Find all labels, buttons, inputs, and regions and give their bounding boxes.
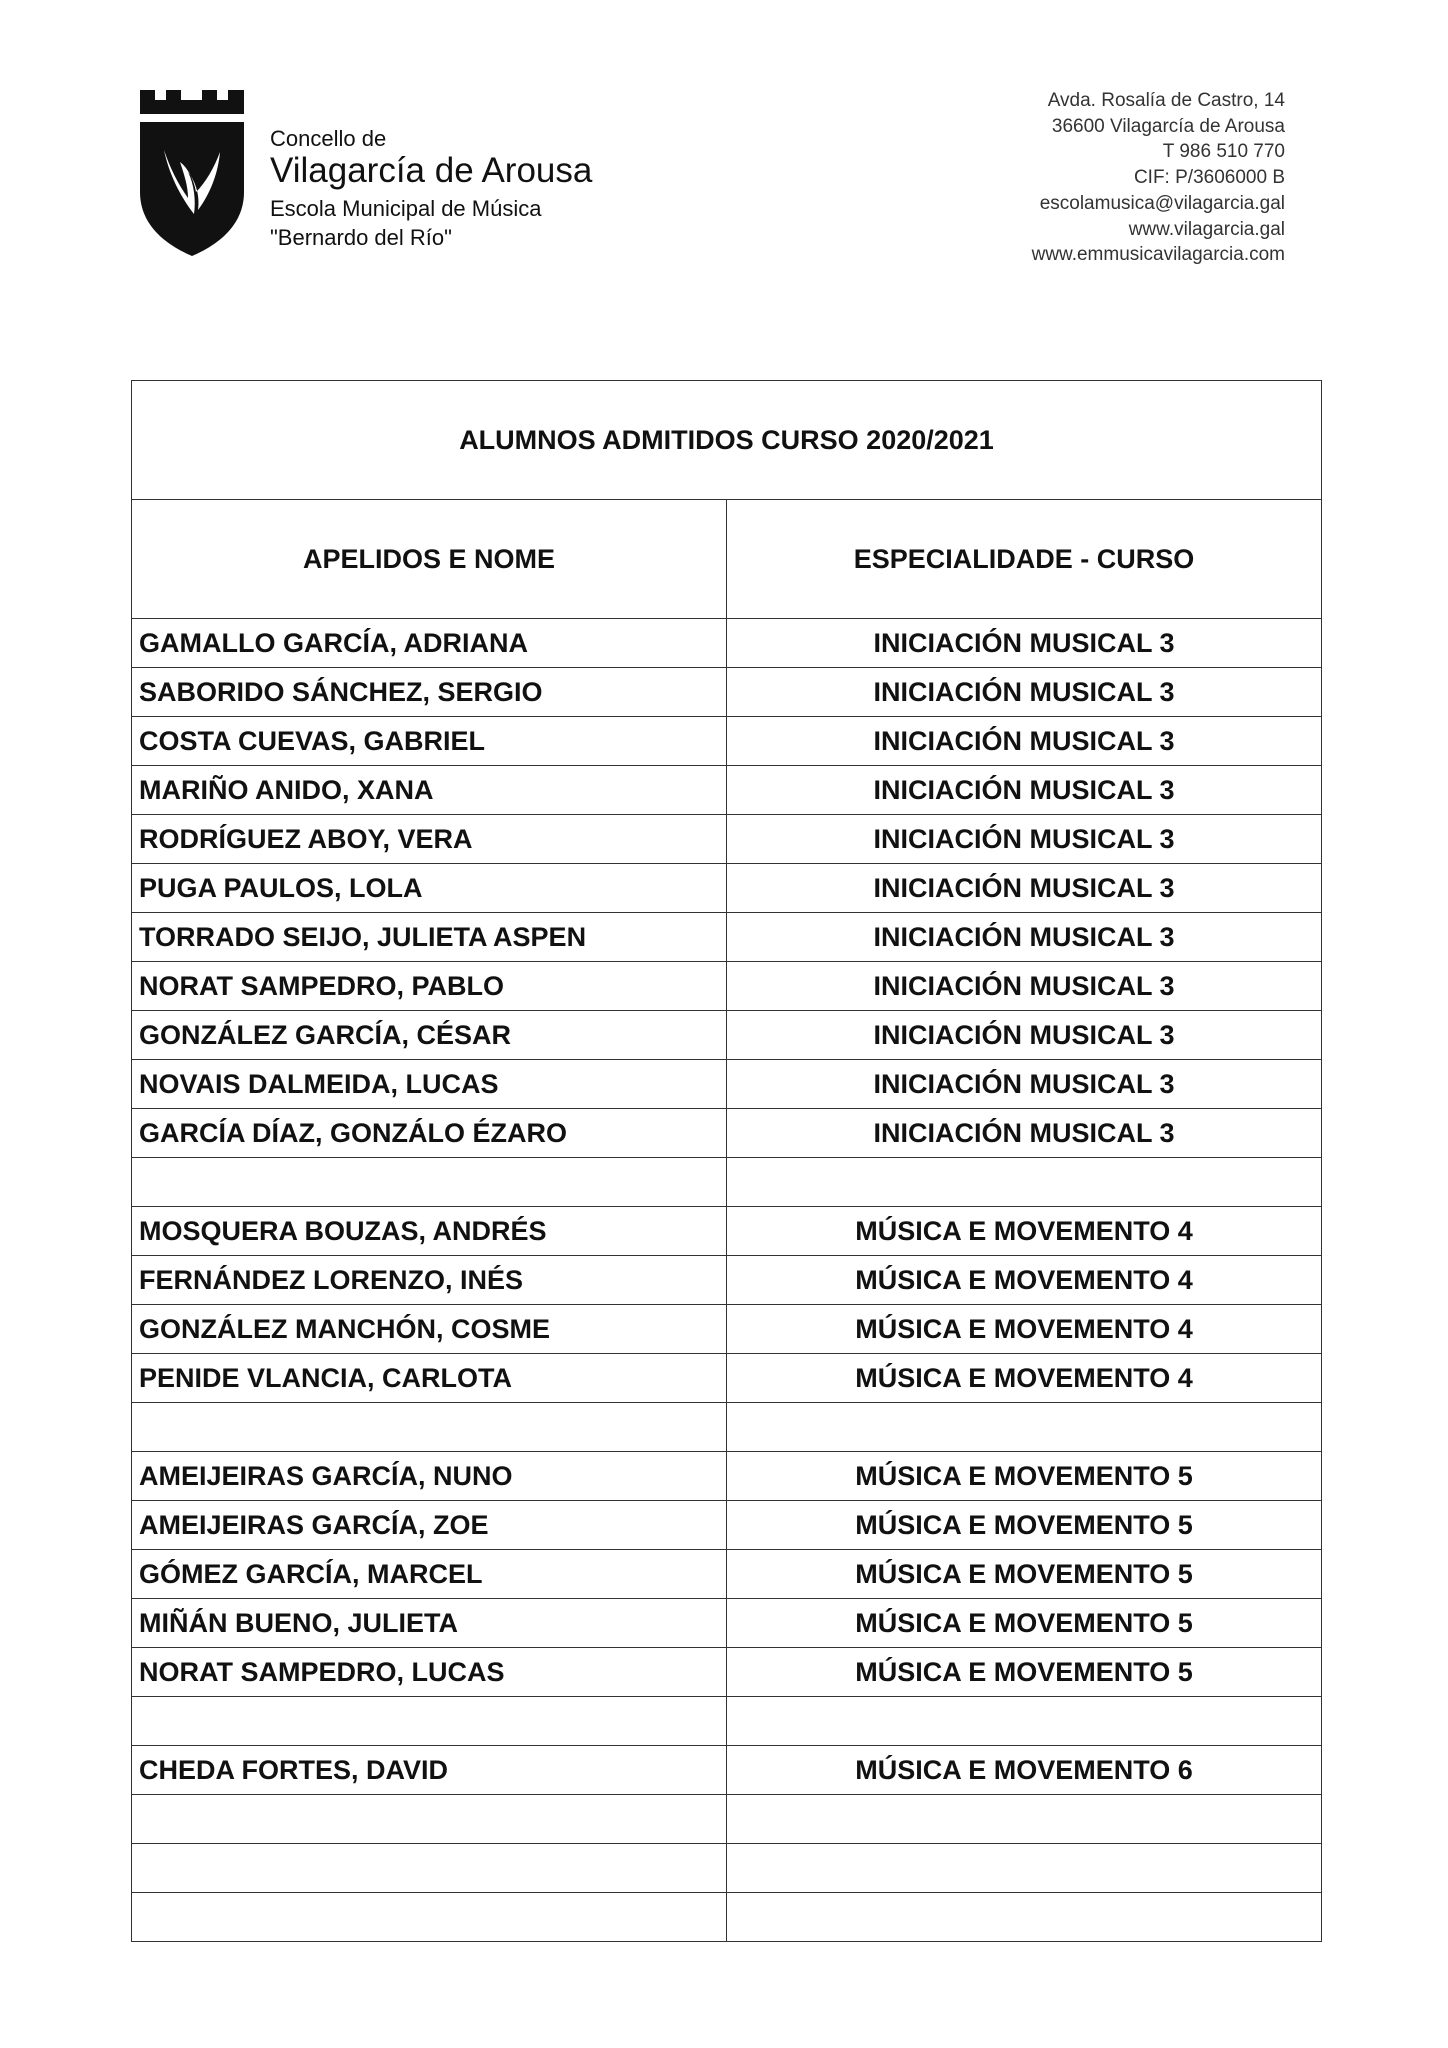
table-row: [132, 1648, 1322, 1697]
school-name: Escola Municipal de Música: [270, 196, 542, 222]
course-cell: [727, 1403, 1322, 1452]
table-row: [132, 913, 1322, 962]
course-cell: MÚSICA E MOVEMENTO 4: [727, 1256, 1322, 1305]
column-header-name: APELIDOS E NOME: [132, 500, 727, 619]
course-cell: MÚSICA E MOVEMENTO 5: [727, 1550, 1322, 1599]
table-row: [132, 1697, 1322, 1746]
student-name-cell: MOSQUERA BOUZAS, ANDRÉS: [132, 1207, 727, 1256]
table-row: [132, 1354, 1322, 1403]
admitted-students-table: [131, 380, 1322, 1942]
course-cell: [727, 1893, 1322, 1942]
student-name-cell: AMEIJEIRAS GARCÍA, ZOE: [132, 1501, 727, 1550]
table-row: [132, 1256, 1322, 1305]
student-name-cell: [132, 1158, 727, 1207]
table-row: [132, 766, 1322, 815]
table-row: [132, 1207, 1322, 1256]
shield-icon: [136, 88, 248, 258]
course-cell: MÚSICA E MOVEMENTO 4: [727, 1207, 1322, 1256]
table-row: [132, 864, 1322, 913]
table-row: [132, 1452, 1322, 1501]
student-name-cell: FERNÁNDEZ LORENZO, INÉS: [132, 1256, 727, 1305]
contact-web-emmusica: www.emmusicavilagarcia.com: [1031, 244, 1285, 266]
contact-cif: CIF: P/3606000 B: [1133, 167, 1285, 189]
table-row: [132, 1844, 1322, 1893]
student-name-cell: GONZÁLEZ GARCÍA, CÉSAR: [132, 1011, 727, 1060]
table-row: [132, 962, 1322, 1011]
municipal-shield-logo: [136, 88, 248, 258]
course-cell: MÚSICA E MOVEMENTO 4: [727, 1354, 1322, 1403]
student-name-cell: PUGA PAULOS, LOLA: [132, 864, 727, 913]
table-title: ALUMNOS ADMITIDOS CURSO 2020/2021: [132, 381, 1322, 500]
course-cell: INICIACIÓN MUSICAL 3: [727, 717, 1322, 766]
student-name-cell: [132, 1893, 727, 1942]
school-dedication: "Bernardo del Río": [270, 225, 452, 251]
student-name-cell: AMEIJEIRAS GARCÍA, NUNO: [132, 1452, 727, 1501]
student-name-cell: GAMALLO GARCÍA, ADRIANA: [132, 619, 727, 668]
course-cell: [727, 1158, 1322, 1207]
contact-phone: T 986 510 770: [1162, 141, 1285, 163]
table-row: [132, 717, 1322, 766]
student-name-cell: GARCÍA DÍAZ, GONZÁLO ÉZARO: [132, 1109, 727, 1158]
student-name-cell: [132, 1795, 727, 1844]
student-name-cell: GONZÁLEZ MANCHÓN, COSME: [132, 1305, 727, 1354]
course-cell: INICIACIÓN MUSICAL 3: [727, 962, 1322, 1011]
contact-city: 36600 Vilagarcía de Arousa: [1051, 115, 1285, 137]
table-row: [132, 1158, 1322, 1207]
table-row: [132, 619, 1322, 668]
student-name-cell: MARIÑO ANIDO, XANA: [132, 766, 727, 815]
course-cell: MÚSICA E MOVEMENTO 4: [727, 1305, 1322, 1354]
course-cell: INICIACIÓN MUSICAL 3: [727, 815, 1322, 864]
student-name-cell: GÓMEZ GARCÍA, MARCEL: [132, 1550, 727, 1599]
student-name-cell: COSTA CUEVAS, GABRIEL: [132, 717, 727, 766]
student-name-cell: NORAT SAMPEDRO, PABLO: [132, 962, 727, 1011]
table-row: [132, 1060, 1322, 1109]
course-cell: MÚSICA E MOVEMENTO 6: [727, 1746, 1322, 1795]
student-name-cell: [132, 1697, 727, 1746]
contact-email: escolamusica@vilagarcia.gal: [1039, 192, 1285, 214]
course-cell: INICIACIÓN MUSICAL 3: [727, 1109, 1322, 1158]
course-cell: INICIACIÓN MUSICAL 3: [727, 766, 1322, 815]
contact-block: [1032, 88, 1285, 268]
student-name-cell: MIÑÁN BUENO, JULIETA: [132, 1599, 727, 1648]
student-name-cell: RODRÍGUEZ ABOY, VERA: [132, 815, 727, 864]
course-cell: MÚSICA E MOVEMENTO 5: [727, 1452, 1322, 1501]
course-cell: [727, 1844, 1322, 1893]
course-cell: INICIACIÓN MUSICAL 3: [727, 1060, 1322, 1109]
course-cell: MÚSICA E MOVEMENTO 5: [727, 1599, 1322, 1648]
student-name-cell: PENIDE VLANCIA, CARLOTA: [132, 1354, 727, 1403]
student-name-cell: [132, 1844, 727, 1893]
course-cell: INICIACIÓN MUSICAL 3: [727, 913, 1322, 962]
table-row: [132, 668, 1322, 717]
course-cell: INICIACIÓN MUSICAL 3: [727, 619, 1322, 668]
course-cell: MÚSICA E MOVEMENTO 5: [727, 1501, 1322, 1550]
contact-address: Avda. Rosalía de Castro, 14: [1047, 90, 1285, 111]
table-row: [132, 1403, 1322, 1452]
column-header-course: ESPECIALIDADE - CURSO: [727, 500, 1322, 619]
table-row: [132, 1795, 1322, 1844]
table-row: [132, 1746, 1322, 1795]
course-cell: INICIACIÓN MUSICAL 3: [727, 864, 1322, 913]
course-cell: [727, 1697, 1322, 1746]
course-cell: INICIACIÓN MUSICAL 3: [727, 668, 1322, 717]
org-name: Vilagarcía de Arousa: [270, 151, 593, 191]
table-row: [132, 815, 1322, 864]
table-row: [132, 1305, 1322, 1354]
course-cell: [727, 1795, 1322, 1844]
course-cell: MÚSICA E MOVEMENTO 5: [727, 1648, 1322, 1697]
student-name-cell: NOVAIS DALMEIDA, LUCAS: [132, 1060, 727, 1109]
student-name-cell: SABORIDO SÁNCHEZ, SERGIO: [132, 668, 727, 717]
table-row: [132, 1893, 1322, 1942]
table-row: [132, 1109, 1322, 1158]
table-row: [132, 1011, 1322, 1060]
student-name-cell: NORAT SAMPEDRO, LUCAS: [132, 1648, 727, 1697]
table-row: [132, 1550, 1322, 1599]
student-name-cell: [132, 1403, 727, 1452]
org-prefix: Concello de: [270, 126, 387, 151]
contact-web-vilagarcia: www.vilagarcia.gal: [1128, 218, 1285, 240]
course-cell: INICIACIÓN MUSICAL 3: [727, 1011, 1322, 1060]
student-name-cell: CHEDA FORTES, DAVID: [132, 1746, 727, 1795]
organization-block: [270, 126, 592, 252]
table-row: [132, 1501, 1322, 1550]
table-row: [132, 1599, 1322, 1648]
student-name-cell: TORRADO SEIJO, JULIETA ASPEN: [132, 913, 727, 962]
